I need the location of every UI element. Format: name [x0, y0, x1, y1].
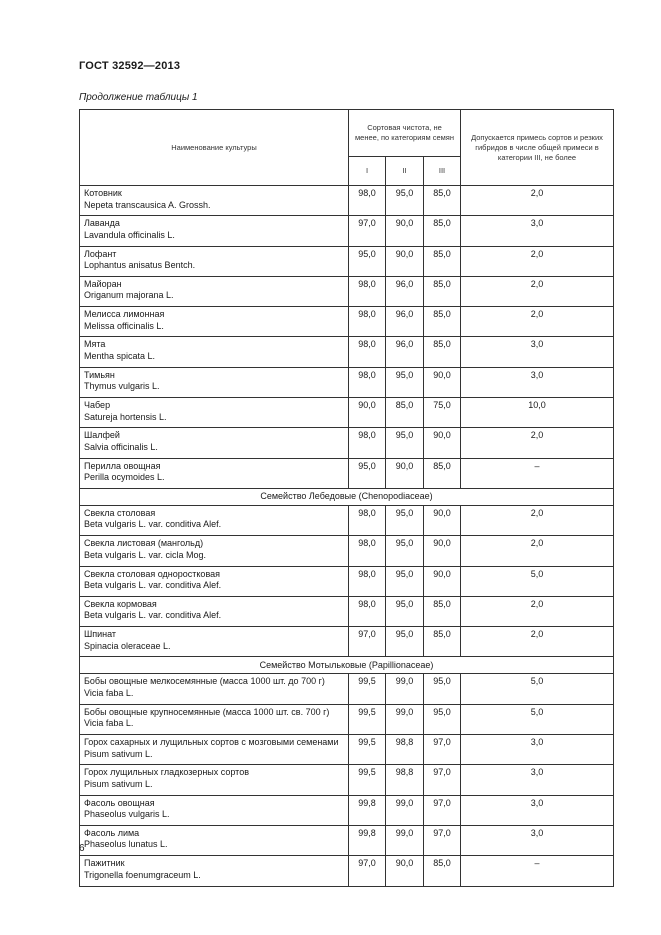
hybrid-admixture: 2,0	[461, 505, 614, 535]
purity-cat-1: 99,8	[349, 795, 386, 825]
purity-cat-2: 90,0	[386, 458, 424, 488]
crop-latin-name: Beta vulgaris L. var. conditiva Alef.	[84, 519, 222, 530]
purity-cat-2: 90,0	[386, 216, 424, 246]
crop-latin-name: Phaseolus lunatus L.	[84, 839, 168, 850]
crop-name: Мелисса лимонная	[84, 309, 165, 320]
crop-name-cell	[80, 337, 349, 367]
purity-cat-3: 97,0	[424, 735, 461, 765]
crop-name-cell	[80, 398, 349, 428]
crop-name-cell	[80, 505, 349, 535]
hybrid-admixture: 3,0	[461, 367, 614, 397]
crop-name: Мята	[84, 339, 106, 350]
purity-cat-3: 85,0	[424, 186, 461, 216]
purity-cat-1: 98,0	[349, 596, 386, 626]
purity-cat-3: 90,0	[424, 566, 461, 596]
hybrid-admixture: 5,0	[461, 674, 614, 704]
table-row	[80, 674, 614, 704]
crop-name: Перилла овощная	[84, 460, 161, 471]
document-code: ГОСТ 32592—2013	[79, 60, 181, 72]
crop-name-cell	[80, 856, 349, 886]
family-header-row	[80, 657, 614, 674]
purity-cat-1: 90,0	[349, 398, 386, 428]
crop-latin-name: Melissa officinalis L.	[84, 320, 164, 331]
hybrid-admixture: 2,0	[461, 186, 614, 216]
crop-name: Горох лущильных гладкозерных сортов	[84, 767, 249, 778]
purity-cat-2: 95,0	[386, 566, 424, 596]
purity-cat-3: 85,0	[424, 596, 461, 626]
table-row	[80, 458, 614, 488]
crop-name-cell	[80, 536, 349, 566]
purity-cat-3: 95,0	[424, 674, 461, 704]
crop-name: Бобы овощные мелкосемянные (масса 1000 шт. до 700 г)	[84, 676, 325, 687]
table-row	[80, 337, 614, 367]
hybrid-admixture: 3,0	[461, 825, 614, 855]
table-row	[80, 536, 614, 566]
purity-cat-1: 99,5	[349, 765, 386, 795]
table-row	[80, 367, 614, 397]
crop-latin-name: Mentha spicata L.	[84, 350, 156, 361]
purity-cat-2: 96,0	[386, 307, 424, 337]
purity-cat-1: 98,0	[349, 186, 386, 216]
crop-name-cell	[80, 246, 349, 276]
hybrid-admixture: –	[461, 458, 614, 488]
table-row	[80, 596, 614, 626]
crop-latin-name: Vicia faba L.	[84, 718, 134, 729]
crop-latin-name: Thymus vulgaris L.	[84, 381, 160, 392]
crop-name: Лаванда	[84, 218, 120, 229]
purity-cat-3: 97,0	[424, 795, 461, 825]
purity-cat-3: 85,0	[424, 216, 461, 246]
purity-cat-3: 90,0	[424, 536, 461, 566]
crop-name: Фасоль овощная	[84, 797, 155, 808]
table-row	[80, 765, 614, 795]
crop-name-cell	[80, 735, 349, 765]
hybrid-admixture: 10,0	[461, 398, 614, 428]
hybrid-admixture: 3,0	[461, 765, 614, 795]
purity-cat-3: 75,0	[424, 398, 461, 428]
header-category-2: II	[386, 157, 424, 186]
purity-cat-3: 90,0	[424, 505, 461, 535]
crop-name-cell	[80, 216, 349, 246]
hybrid-admixture: 3,0	[461, 795, 614, 825]
crop-latin-name: Lophantus anisatus Bentch.	[84, 260, 196, 271]
purity-cat-2: 90,0	[386, 246, 424, 276]
crop-name: Фасоль лима	[84, 827, 140, 838]
family-header: Семейство Лебедовые (Chenopodiaceae)	[80, 488, 614, 505]
purity-cat-1: 98,0	[349, 276, 386, 306]
hybrid-admixture: 2,0	[461, 536, 614, 566]
hybrid-admixture: 5,0	[461, 566, 614, 596]
crop-name-cell	[80, 458, 349, 488]
purity-cat-2: 95,0	[386, 428, 424, 458]
purity-cat-1: 95,0	[349, 246, 386, 276]
hybrid-admixture: 2,0	[461, 276, 614, 306]
page-number: 6	[79, 843, 85, 854]
table-row	[80, 704, 614, 734]
purity-cat-1: 98,0	[349, 307, 386, 337]
hybrid-admixture: 5,0	[461, 704, 614, 734]
header-hybrid-admixture: Допускается примесь сортов и резких гибридов в числе общей примеси в категории III, не более	[461, 110, 614, 186]
purity-cat-3: 85,0	[424, 276, 461, 306]
table-row	[80, 505, 614, 535]
crop-name-cell	[80, 765, 349, 795]
crop-latin-name: Trigonella foenumgraceum L.	[84, 869, 201, 880]
table-caption: Продолжение таблицы 1	[79, 92, 198, 103]
purity-cat-2: 96,0	[386, 337, 424, 367]
purity-cat-1: 98,0	[349, 536, 386, 566]
header-varietal-purity: Сортовая чистота, не менее, по категориям семян	[349, 110, 461, 157]
purity-cat-3: 97,0	[424, 825, 461, 855]
crop-latin-name: Pisum sativum L.	[84, 778, 153, 789]
hybrid-admixture: 2,0	[461, 246, 614, 276]
purity-cat-3: 85,0	[424, 627, 461, 657]
crop-name: Свекла кормовая	[84, 598, 157, 609]
crop-latin-name: Spinacia oleraceae L.	[84, 640, 171, 651]
crop-name: Лофант	[84, 248, 117, 259]
crop-name-cell	[80, 825, 349, 855]
table-row	[80, 246, 614, 276]
purity-cat-1: 99,8	[349, 825, 386, 855]
table-row	[80, 627, 614, 657]
purity-cat-2: 95,0	[386, 505, 424, 535]
hybrid-admixture: 2,0	[461, 307, 614, 337]
table-body	[80, 186, 614, 887]
header-category-3: III	[424, 157, 461, 186]
hybrid-admixture: 3,0	[461, 216, 614, 246]
purity-cat-3: 85,0	[424, 337, 461, 367]
table-row	[80, 795, 614, 825]
table-row	[80, 216, 614, 246]
crop-name: Свекла столовая одноростковая	[84, 568, 220, 579]
table-row	[80, 398, 614, 428]
crop-name: Тимьян	[84, 369, 115, 380]
crop-name-cell	[80, 307, 349, 337]
purity-cat-2: 99,0	[386, 825, 424, 855]
hybrid-admixture: 2,0	[461, 596, 614, 626]
purity-cat-2: 99,0	[386, 704, 424, 734]
family-header-row	[80, 488, 614, 505]
table-row	[80, 186, 614, 216]
table-row	[80, 428, 614, 458]
purity-cat-2: 99,0	[386, 795, 424, 825]
purity-cat-2: 98,8	[386, 735, 424, 765]
purity-cat-2: 99,0	[386, 674, 424, 704]
crop-latin-name: Vicia faba L.	[84, 687, 134, 698]
crop-name: Горох сахарных и лущильных сортов с мозговыми семенами	[84, 737, 339, 748]
purity-cat-2: 95,0	[386, 627, 424, 657]
table-row	[80, 307, 614, 337]
crop-name-cell	[80, 566, 349, 596]
purity-cat-1: 98,0	[349, 505, 386, 535]
crop-latin-name: Beta vulgaris L. var. cicla Mog.	[84, 549, 207, 560]
purity-cat-3: 95,0	[424, 704, 461, 734]
hybrid-admixture: 2,0	[461, 627, 614, 657]
purity-cat-1: 99,5	[349, 674, 386, 704]
purity-cat-3: 85,0	[424, 856, 461, 886]
crop-latin-name: Nepeta transcausica A. Grossh.	[84, 199, 211, 210]
purity-cat-1: 98,0	[349, 566, 386, 596]
crop-latin-name: Pisum sativum L.	[84, 748, 153, 759]
crop-name-cell	[80, 596, 349, 626]
header-category-1: I	[349, 157, 386, 186]
purity-cat-1: 99,5	[349, 735, 386, 765]
crop-name-cell	[80, 795, 349, 825]
purity-cat-1: 97,0	[349, 216, 386, 246]
crop-name: Свекла столовая	[84, 507, 156, 518]
header-crop-name: Наименование культуры	[80, 110, 349, 186]
crop-latin-name: Perilla ocymoides L.	[84, 472, 165, 483]
purity-cat-3: 85,0	[424, 458, 461, 488]
purity-cat-3: 90,0	[424, 367, 461, 397]
crop-name: Чабер	[84, 400, 111, 411]
purity-cat-2: 96,0	[386, 276, 424, 306]
crop-name: Пажитник	[84, 858, 125, 869]
crop-name-cell	[80, 674, 349, 704]
crop-name: Майоран	[84, 278, 122, 289]
seed-purity-table	[79, 109, 614, 887]
purity-cat-2: 98,8	[386, 765, 424, 795]
crop-name-cell	[80, 276, 349, 306]
purity-cat-1: 98,0	[349, 367, 386, 397]
purity-cat-2: 85,0	[386, 398, 424, 428]
purity-cat-2: 95,0	[386, 186, 424, 216]
crop-name: Шалфей	[84, 430, 120, 441]
crop-latin-name: Salvia officinalis L.	[84, 441, 158, 452]
crop-latin-name: Phaseolus vulgaris L.	[84, 809, 170, 820]
crop-latin-name: Satureja hortensis L.	[84, 411, 167, 422]
purity-cat-1: 99,5	[349, 704, 386, 734]
crop-name-cell	[80, 704, 349, 734]
purity-cat-1: 97,0	[349, 627, 386, 657]
crop-name-cell	[80, 186, 349, 216]
purity-cat-2: 95,0	[386, 367, 424, 397]
hybrid-admixture: 2,0	[461, 428, 614, 458]
crop-latin-name: Beta vulgaris L. var. conditiva Alef.	[84, 580, 222, 591]
crop-name-cell	[80, 627, 349, 657]
purity-cat-2: 95,0	[386, 536, 424, 566]
purity-cat-3: 85,0	[424, 246, 461, 276]
crop-name: Бобы овощные крупносемянные (масса 1000 шт. св. 700 г)	[84, 706, 330, 717]
crop-latin-name: Lavandula officinalis L.	[84, 229, 175, 240]
family-header: Семейство Мотыльковые (Papillionaceae)	[80, 657, 614, 674]
purity-cat-3: 97,0	[424, 765, 461, 795]
table-row	[80, 735, 614, 765]
table-row	[80, 566, 614, 596]
table-row	[80, 825, 614, 855]
purity-cat-3: 85,0	[424, 307, 461, 337]
purity-cat-3: 90,0	[424, 428, 461, 458]
purity-cat-2: 90,0	[386, 856, 424, 886]
crop-name-cell	[80, 367, 349, 397]
purity-cat-1: 95,0	[349, 458, 386, 488]
crop-latin-name: Origanum majorana L.	[84, 290, 174, 301]
hybrid-admixture: –	[461, 856, 614, 886]
hybrid-admixture: 3,0	[461, 337, 614, 367]
crop-name: Свекла листовая (мангольд)	[84, 538, 204, 549]
crop-latin-name: Beta vulgaris L. var. conditiva Alef.	[84, 610, 222, 621]
hybrid-admixture: 3,0	[461, 735, 614, 765]
purity-cat-1: 98,0	[349, 428, 386, 458]
table-row	[80, 276, 614, 306]
crop-name-cell	[80, 428, 349, 458]
table-row	[80, 856, 614, 886]
purity-cat-2: 95,0	[386, 596, 424, 626]
purity-cat-1: 97,0	[349, 856, 386, 886]
purity-cat-1: 98,0	[349, 337, 386, 367]
crop-name: Котовник	[84, 188, 122, 198]
crop-name: Шпинат	[84, 629, 117, 640]
